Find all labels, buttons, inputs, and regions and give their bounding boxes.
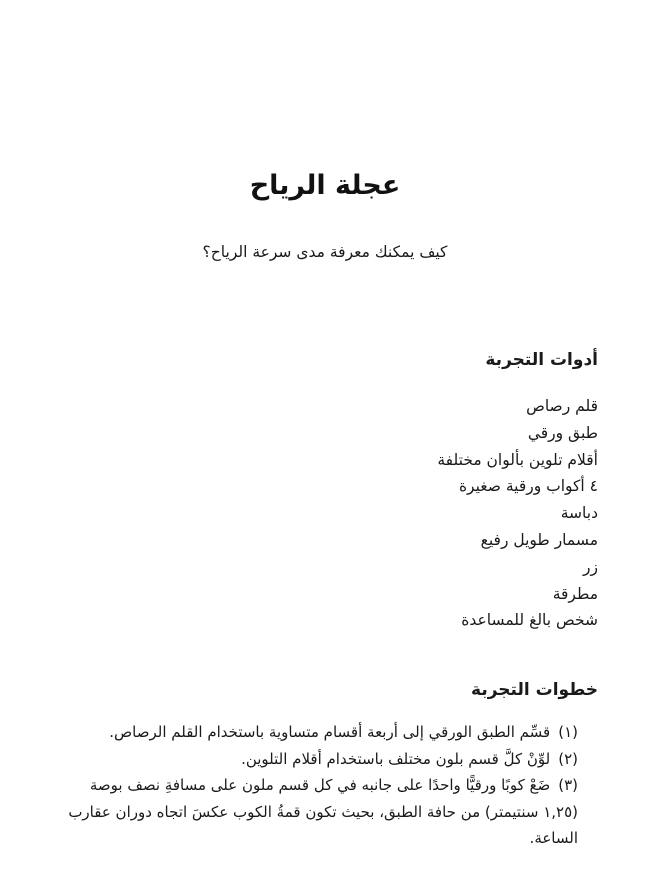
step-item [52, 746, 598, 773]
step-text: لوِّنْ كلَّ قسم بلون مختلف باستخدام أقلام التلوين. [241, 749, 551, 768]
materials-item: طبق ورقي [527, 423, 598, 442]
materials-heading: أدوات التجربة [485, 350, 598, 370]
materials-item: دباسة [560, 504, 598, 523]
step-number: (٢) [558, 749, 578, 768]
step-number: (١) [558, 723, 578, 741]
step-text: ضَعْ كوبًا ورقيًّا واحدًا على جانبه في كل قسم ملون على مسافةِ نصف بوصة (١,٢٥ سنتيمتر) من حافة الطبق، بحيث تكون قمةُ الكوب عكسَ اتجاه دوران عقارب الساعة. [68, 776, 578, 847]
step-item [52, 719, 598, 746]
steps-list [52, 719, 598, 852]
materials-item: أقلام تلوين بألوان مختلفة [437, 450, 598, 469]
page-title: عجلة الرياح [249, 170, 401, 201]
steps-heading: خطوات التجربة [471, 680, 598, 700]
materials-item: مطرقة [552, 584, 598, 603]
step-number: (٣) [558, 776, 578, 794]
materials-item: شخص بالغ للمساعدة [461, 611, 598, 630]
materials-item: مسمار طويل رفيع [480, 530, 598, 549]
step-item [52, 772, 598, 852]
materials-item: ٤ أكواب ورقية صغيرة [458, 477, 598, 496]
materials-item: قلم رصاص [526, 397, 598, 415]
materials-list [437, 393, 598, 634]
materials-item: زر [583, 557, 598, 576]
step-text: قسِّم الطبق الورقي إلى أربعة أقسام متساوية باستخدام القلم الرصاص. [109, 723, 551, 741]
page-subtitle: كيف يمكنك معرفة مدى سرعة الرياح؟ [202, 243, 448, 261]
